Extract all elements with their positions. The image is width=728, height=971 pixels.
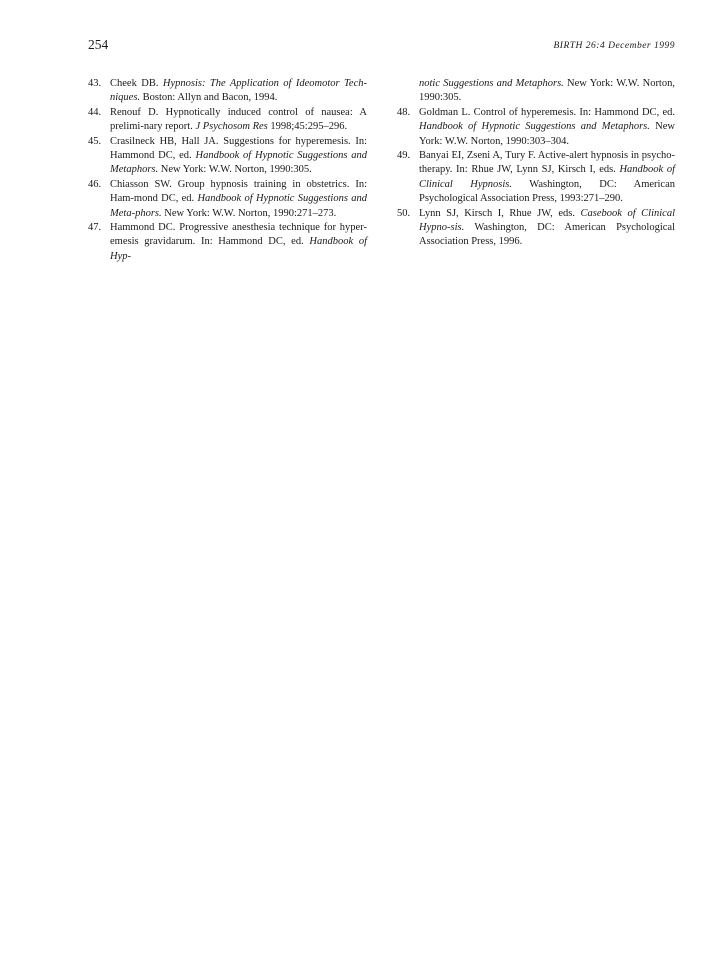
reference-number: 43. [88,78,102,89]
reference-publisher: New York: W.W. Norton, 1990:271–273. [161,207,337,219]
reference-49 [397,149,675,207]
reference-47-continuation [397,77,675,106]
reference-title: Casebook of Clinical Hypno-sis. [419,207,675,234]
reference-number: 45. [88,135,102,147]
reference-text: Crasilneck HB, Hall JA. Suggestions for hyperemesis. In: Hammond DC, ed. [110,135,367,162]
reference-number: 47. [88,222,102,234]
reference-number: 49. [397,150,411,162]
reference-44 [88,106,367,135]
reference-text: Lynn SJ, Kirsch I, Rhue JW, eds. [419,207,581,219]
page-number: 254 [88,37,109,52]
reference-number: 44. [88,106,102,118]
reference-text: Hammond DC. Progressive anesthesia technique for hyper-emesis gravidarum. In: Hammond DC, ed. [110,222,367,248]
reference-title: notic Suggestions and Metaphors. [419,78,564,89]
reference-title: Handbook of Hypnotic Suggestions and Meta-phors. [110,193,367,219]
reference-text: Renouf D. Hypnotically induced control of nausea: A prelimi-nary report. [110,106,367,133]
reference-text: Banyai EI, Zseni A, Tury F. Active-alert hypnosis in psycho-therapy. In: Rhue JW, Lynn SJ, Kirsch I, eds. [419,150,675,176]
references-left-column [88,77,367,264]
reference-title: Hypnosis: The Application of Ideomotor Tech-niques. [110,78,367,104]
reference-48 [397,106,675,149]
reference-publisher: New York: W.W. Norton, 1990:305. [158,164,312,176]
reference-text: Cheek DB. [110,78,163,89]
reference-text: Goldman L. Control of hyperemesis. In: Hammond DC, ed. [419,106,675,118]
reference-publisher: Boston: Allyn and Bacon, 1994. [140,92,278,104]
reference-publisher: New York: W.W. Norton, 1990:303–304. [419,121,676,147]
reference-46 [88,178,367,221]
reference-title: Handbook of Hyp- [110,236,367,262]
reference-50 [397,207,675,250]
running-head: BIRTH 26:4 December 1999 [553,41,675,51]
reference-publisher: 1998;45:295–296. [267,121,348,133]
reference-number: 50. [397,207,411,219]
reference-45 [88,135,367,178]
reference-text: Chiasson SW. Group hypnosis training in obstetrics. In: Ham-mond DC, ed. [110,178,367,205]
reference-47 [88,221,367,264]
reference-title: Handbook of Hypnotic Suggestions and Metaphors. [419,121,650,133]
reference-publisher: New York: W.W. Norton, 1990:305. [419,78,675,104]
reference-title: Handbook of Clinical Hypnosis. [419,164,675,190]
reference-number: 46. [88,178,102,190]
reference-number: 48. [397,106,411,118]
reference-publisher: Washington, DC: American Psychological Association Press, 1993:271–290. [419,178,676,205]
reference-43 [88,77,367,106]
reference-publisher: Washington, DC: American Psychological Association Press, 1996. [419,222,675,248]
reference-title: J Psychosom Res [195,121,268,133]
reference-title: Handbook of Hypnotic Suggestions and Metaphors. [110,150,367,176]
references-right-column [397,77,675,250]
